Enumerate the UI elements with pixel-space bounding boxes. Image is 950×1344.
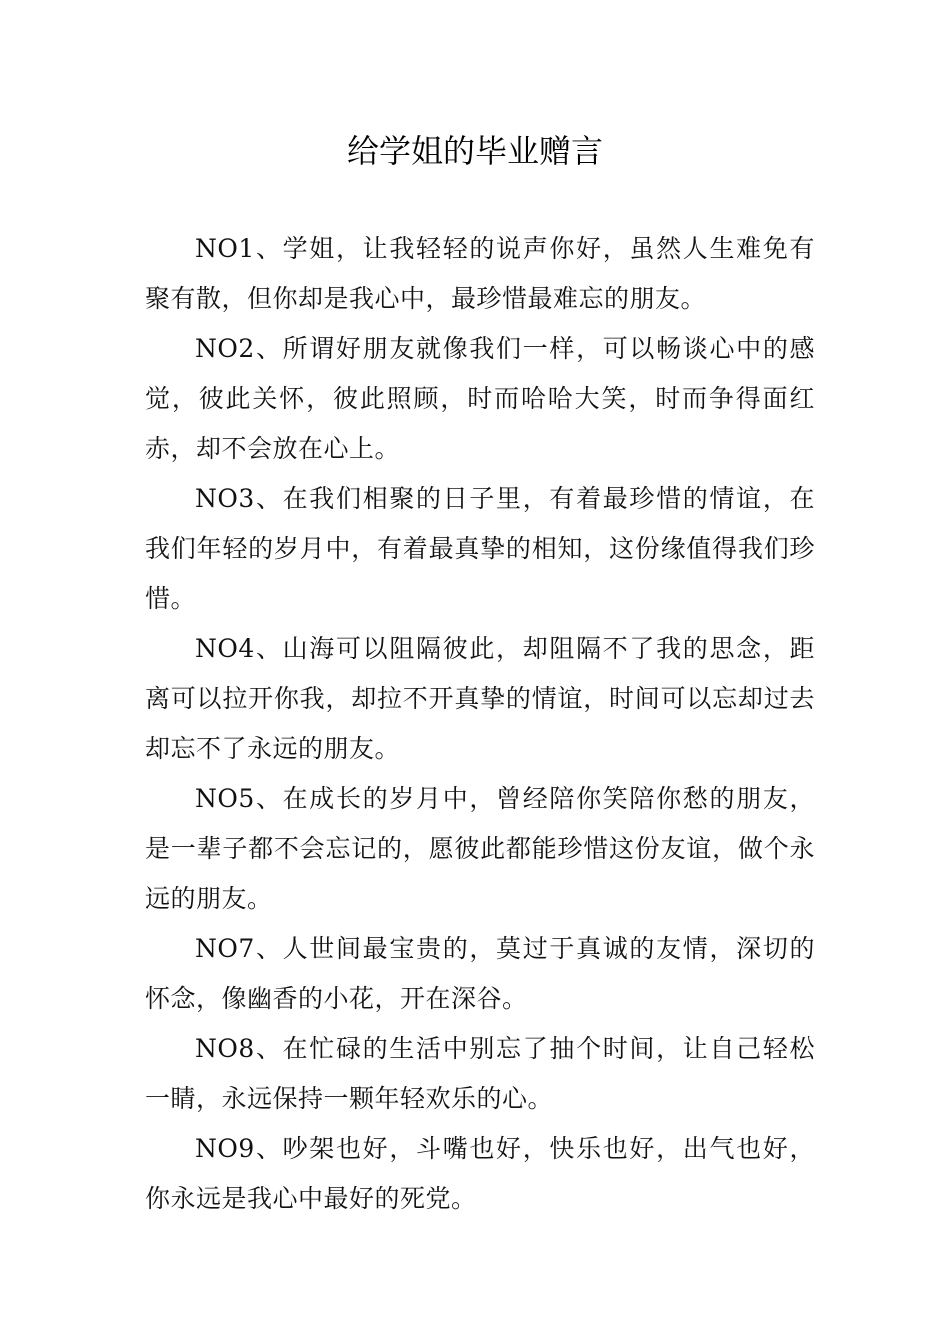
paragraph-no7: NO7、人世间最宝贵的，莫过于真诚的友情，深切的怀念，像幽香的小花，开在深谷。	[145, 934, 815, 1013]
paragraph-no5: NO5、在成长的岁月中，曾经陪你笑陪你愁的朋友，是一辈子都不会忘记的，愿彼此都能珍惜这份友谊，做个永远的朋友。	[145, 784, 815, 913]
paragraph-no8: NO8、在忙碌的生活中别忘了抽个时间，让自己轻松一睛，永远保持一颗年轻欢乐的心。	[145, 1034, 815, 1113]
page-title: 给学姐的毕业赠言	[346, 132, 603, 170]
paragraph-no4: NO4、山海可以阻隔彼此，却阻隔不了我的思念，距离可以拉开你我，却拉不开真挚的情谊，时间可以忘却过去却忘不了永远的朋友。	[145, 634, 815, 763]
paragraph-no2: NO2、所谓好朋友就像我们一样，可以畅谈心中的感觉，彼此关怀，彼此照顾，时而哈哈大笑，时而争得面红赤，却不会放在心上。	[145, 334, 815, 463]
document-body	[145, 224, 815, 1224]
paragraph-no3: NO3、在我们相聚的日子里，有着最珍惜的情谊，在我们年轻的岁月中，有着最真挚的相知，这份缘值得我们珍惜。	[145, 484, 815, 613]
paragraph-no9: NO9、吵架也好，斗嘴也好，快乐也好，出气也好，你永远是我心中最好的死党。	[145, 1134, 815, 1213]
paragraph-no1: NO1、学姐，让我轻轻的说声你好，虽然人生难免有聚有散，但你却是我心中，最珍惜最难忘的朋友。	[145, 234, 815, 313]
